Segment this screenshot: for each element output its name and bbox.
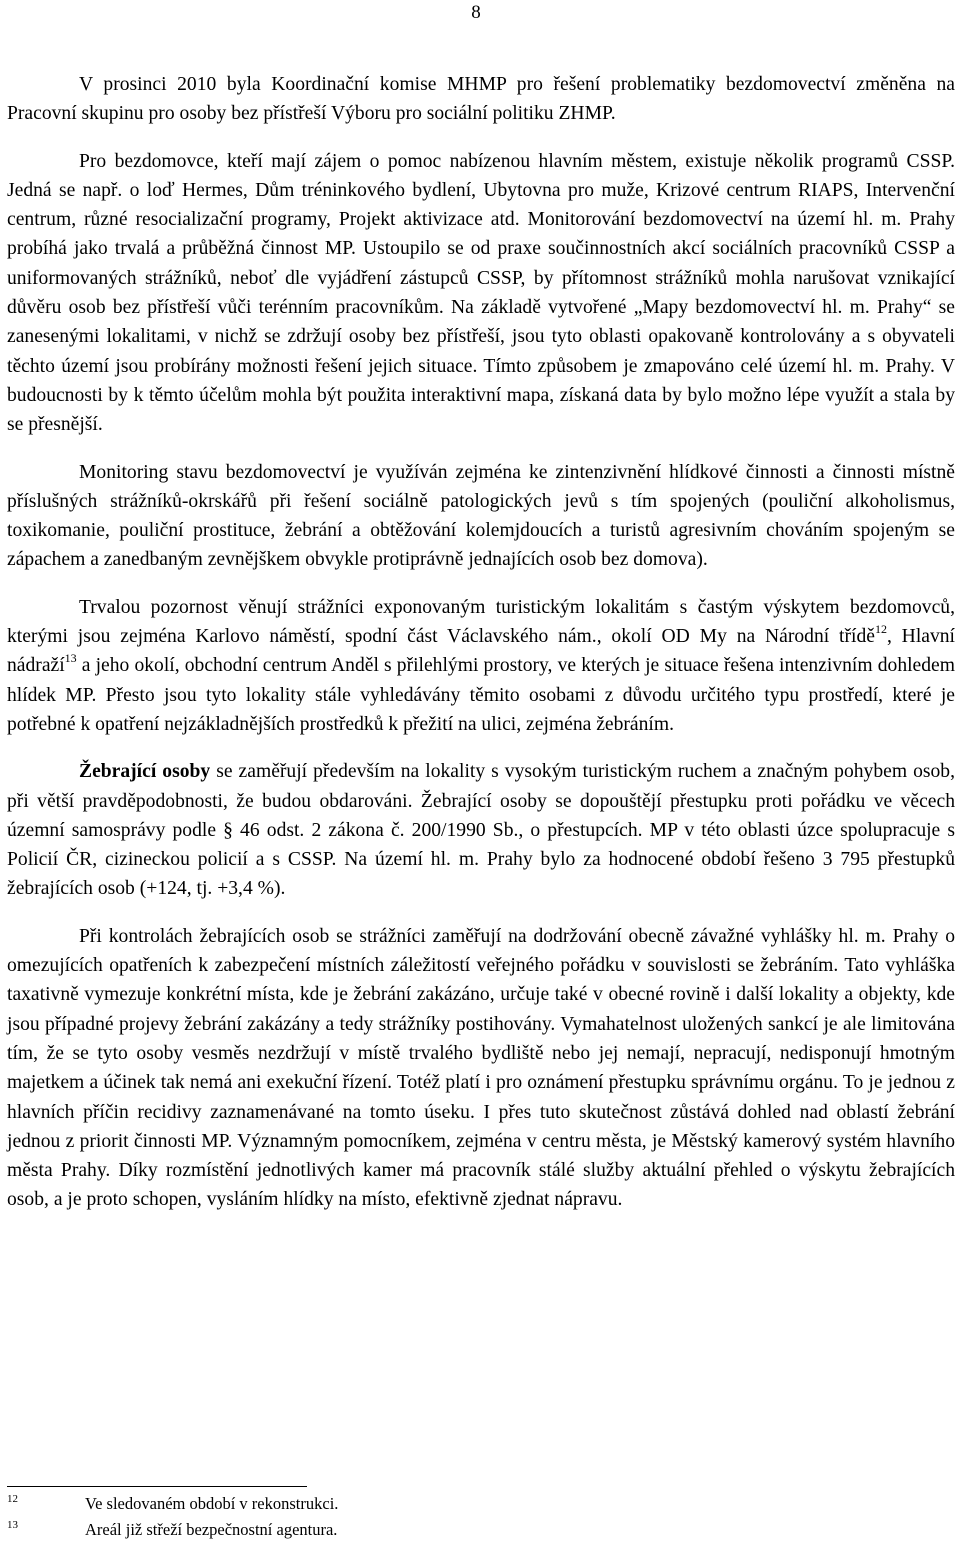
paragraph-6: Při kontrolách žebrajících osob se strážníci zaměřují na dodržování obecně závažné vyhlášky hl. m. Prahy o omezujících opatřeních k zabezpečení místních záležitostí veřejného pořádku v souvislosti se žebráním. Tato vyhláška taxativně vymezuje konkrétní místa, kde je žebrání zakázáno, určuje také v obecné rovině i další lokality a objekty, kde jsou případné projevy žebrání zakázány a tedy strážníky postihovány. Vymahatelnost uložených sankcí je ale limitována tím, že se tyto osoby vesměs nezdržují v místě trvalého bydliště nebo jej nemají, nepracují, nedisponují hmotným majetkem a účinek tak nemá ani exekuční řízení. Totéž platí i pro oznámení přestupku správnímu orgánu. To je jednou z hlavních příčin recidivy zaznamenávané na tomto úseku. I přes tuto skutečnost zůstává dohled nad oblastí žebrání jednou z priorit činnosti MP. Významným pomocníkem, zejména v centru města, je Městský kamerový systém hlavního města Prahy. Díky rozmístění jednotlivých kamer má pracovník stálé služby aktuální přehled o výskytu žebrajících osob, a je proto schopen, vysláním hlídky na místo, efektivně zjednat nápravu. <box>7 925 955 1211</box>
paragraph-4-text-a: Trvalou pozornost věnují strážníci exponovaným turistickým lokalitám s častým výskytem bezdomovců, kterými jsou zejména Karlovo náměstí, spodní část Václavského nám., okolí OD My na Národní třídě <box>7 596 955 648</box>
footnote-mark: 12 <box>7 1493 18 1505</box>
page-number: 8 <box>471 2 481 23</box>
footnote-text: Areál již střeží bezpečnostní agentura. <box>85 1520 338 1539</box>
footnote-text: Ve sledovaném období v rekonstrukci. <box>85 1494 339 1513</box>
footnote-12 <box>7 1492 907 1518</box>
paragraph-5 <box>7 757 955 903</box>
document-body <box>7 70 955 1233</box>
footnote-separator <box>7 1486 307 1487</box>
paragraph-5-bold-term: Žebrající osoby <box>79 761 211 783</box>
paragraph-4 <box>7 593 955 739</box>
paragraph-1: V prosinci 2010 byla Koordinační komise MHMP pro řešení problematiky bezdomovectví změněna na Pracovní skupinu pro osoby bez přístřeší Výboru pro sociální politiku ZHMP. <box>7 74 955 125</box>
footnote-ref-12: 12 <box>874 622 887 637</box>
footnote-13 <box>7 1518 907 1544</box>
footnote-mark: 13 <box>7 1519 18 1531</box>
footnotes <box>7 1492 907 1544</box>
paragraph-4-text-c: a jeho okolí, obchodní centrum Anděl s přilehlými prostory, ve kterých je situace řešena intenzivním dohledem hlídek MP. Přesto jsou tyto lokality stále vyhledávány těmito osobami z důvodu určitého typu prostředí, které je potřebné k opatření nejzákladnějších prostředků k přežití na ulici, zejména žebráním. <box>7 655 955 735</box>
paragraph-5-text: se zaměřují především na lokality s vysokým turistickým ruchem a značným pohybem osob, při větší pravděpodobnosti, že budou obdarováni. Žebrající osoby se dopouštějí přestupku proti pořádku ve věcech územní samosprávy podle § 46 odst. 2 zákona č. 200/1990 Sb., o přestupcích. MP v této oblasti úzce spolupracuje s Policií ČR, cizineckou policií a s CSSP. Na území hl. m. Prahy bylo za hodnocené období řešeno 3 795 přestupků žebrajících osob (+124, tj. +3,4 %). <box>7 761 956 900</box>
paragraph-4-text-b: , Hlavní nádraží <box>7 626 956 677</box>
paragraph-2: Pro bezdomovce, kteří mají zájem o pomoc nabízenou hlavním městem, existuje několik programů CSSP. Jedná se např. o loď Hermes, Dům tréninkového bydlení, Ubytovna pro muže, Krizové centrum RIAPS, Intervenční centrum, různé resocializační programy, Projekt aktivizace atd. Monitorování bezdomovectví na území hl. m. Prahy probíhá jako trvalá a průběžná činnost MP. Ustoupilo se od praxe součinnostních akcí sociálních pracovníků CSSP a uniformovaných strážníků, neboť dle vyjádření zástupců CSSP, by přítomnost strážníků mohla narušovat vznikající důvěru osob bez přístřeší vůči terénním pracovníkům. Na základě vytvořené „Mapy bezdomovectví hl. m. Prahy“ se zanesenými lokalitami, v nichž se zdržují osoby bez přístřeší, jsou tyto oblasti opakovaně kontrolovány a s obyvateli těchto území jsou probírány možnosti řešení jejich situace. Tímto způsobem je zmapováno celé území hl. m. Prahy. V budoucnosti by k těmto účelům mohla být použita interaktivní mapa, získaná data by bylo možno lépe využít a stala by se přesnější. <box>7 150 955 436</box>
footnote-ref-13: 13 <box>64 651 77 666</box>
paragraph-3: Monitoring stavu bezdomovectví je využíván zejména ke zintenzivnění hlídkové činnosti a činnosti místně příslušných strážníků-okrskářů při řešení sociálně patologických jevů s tím spojených (pouliční alkoholismus, toxikomanie, pouliční prostituce, žebrání a obtěžování kolemjdoucích a turistů agresivním chováním spojeným se zápachem a zanedbaným zevnějškem obvykle protiprávně jednajících osob bez domova). <box>7 461 955 571</box>
